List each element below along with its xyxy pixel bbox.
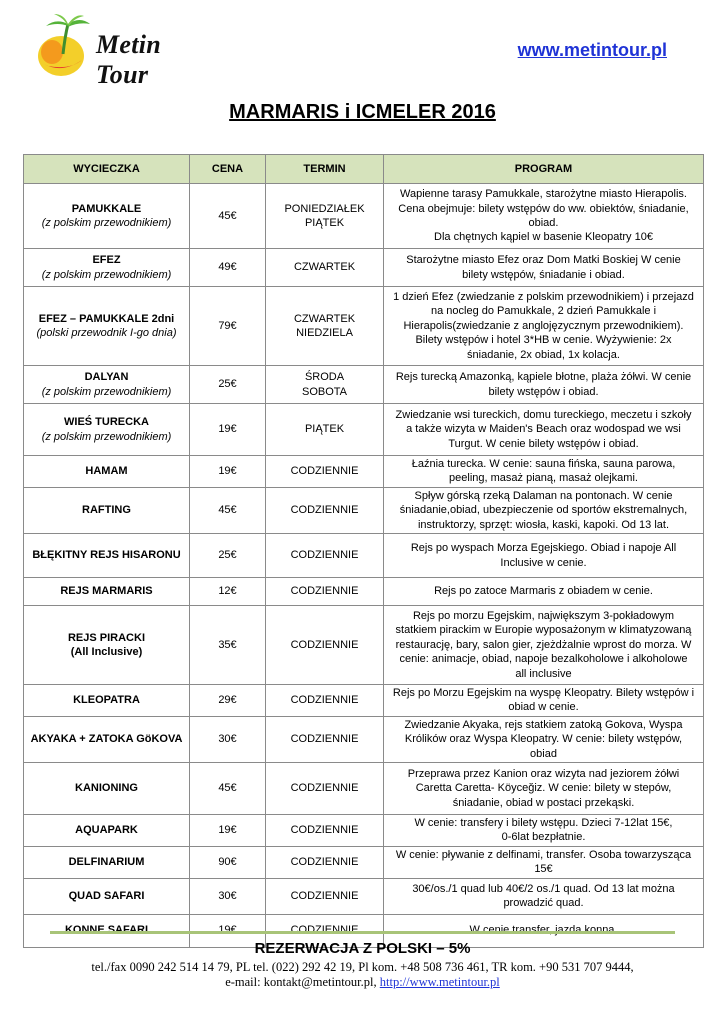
program-line: na nocleg do Pamukkale, 2 dzień Pamukkale i	[430, 305, 657, 318]
table-body	[24, 184, 704, 948]
excursion-name: DALYAN	[84, 371, 129, 384]
excursion-name: RAFTING	[82, 504, 131, 517]
program-line: instruktorzy, sprzęt: wiosła, kaski, kapoki. Od 13 lat.	[417, 518, 670, 531]
program-line: Spływ górską rzeką Dalaman na pontonach. W cenie	[414, 489, 673, 502]
excursion-cell	[24, 878, 190, 914]
price-cell: 12€	[190, 578, 266, 606]
program-cell	[384, 366, 704, 404]
program-line: all inclusive	[515, 667, 572, 680]
contact-phones: tel./fax 0090 242 514 14 79, PL tel. (022) 292 42 19, Pl kom. +48 508 736 461, TR kom. +90 531 707 9444,	[91, 960, 634, 974]
term-day: CODZIENNIE	[290, 504, 359, 517]
term-cell	[266, 578, 384, 606]
term-day: NIEDZIELA	[296, 327, 353, 339]
program-line: Inclusive w cenie.	[500, 556, 587, 569]
price-cell: 90€	[190, 846, 266, 878]
program-line: bilety wstępów i obiad.	[488, 385, 599, 398]
logo-wordmark: Metin Tour	[96, 30, 162, 89]
excursion-cell	[24, 287, 190, 366]
program-line: prowadzić quad.	[503, 897, 584, 910]
program-cell	[384, 184, 704, 249]
excursion-note: (z polskim przewodnikiem)	[41, 385, 172, 398]
excursion-note: (z polskim przewodnikiem)	[41, 430, 172, 443]
column-header-term: TERMIN	[266, 155, 384, 184]
program-line: Hierapolis(zwiedzanie z anglojęzycznym przewodnikiem).	[403, 319, 684, 332]
program-line: restaurację, bary, salon gier, zjeżdżalnie wprost do morza. W	[395, 638, 692, 651]
program-cell	[384, 846, 704, 878]
term-day: CODZIENNIE	[290, 638, 359, 651]
program-line: Starożytne miasto Efez oraz Dom Matki Boskiej W cenie	[406, 254, 681, 267]
program-line: Rejs po zatoce Marmaris z obiadem w cenie.	[434, 585, 653, 598]
program-line: bilety wstępów, śniadanie i obiad.	[462, 268, 625, 281]
contact-email: e-mail: kontakt@metintour.pl,	[225, 975, 380, 989]
program-cell	[384, 878, 704, 914]
program-line: Rejs po Morzu Egejskim na wyspę Kleopatry. Bilety wstępów i	[392, 687, 695, 700]
term-day: CZWARTEK	[293, 312, 356, 325]
term-cell	[266, 878, 384, 914]
term-day: CODZIENNIE	[290, 549, 359, 562]
program-line: W cenie: pływanie z delfinami, transfer. Osoba towarzysząca	[395, 848, 692, 861]
price-cell: 35€	[190, 606, 266, 685]
excursion-name: REJS PIRACKI	[67, 631, 146, 644]
table-row	[24, 846, 704, 878]
program-line: a także wizyta w Maiden's Beach oraz wodospad we wsi	[406, 423, 681, 436]
column-header-excursion: WYCIECZKA	[24, 155, 190, 184]
price-cell: 45€	[190, 184, 266, 249]
table-row	[24, 184, 704, 249]
term-cell	[266, 249, 384, 287]
program-line: śniadanie,obiad, ubezpieczenie od sportów ekstremalnych,	[399, 504, 688, 517]
program-line: śniadanie, 2x obiad, 1x kolacja.	[467, 348, 620, 361]
page-title: MARMARIS i ICMELER 2016	[229, 101, 496, 123]
term-day: CODZIENNIE	[290, 694, 359, 707]
excursion-cell	[24, 184, 190, 249]
price-cell: 25€	[190, 366, 266, 404]
program-line: obiad	[530, 747, 557, 760]
program-line: Łaźnia turecka. W cenie: sauna fińska, sauna parowa,	[411, 458, 676, 470]
program-line: 1 dzień Efez (zwiedzanie z polskim przewodnikiem) i przejazd	[393, 290, 694, 303]
excursion-name: EFEZ – PAMUKKALE 2dni	[38, 312, 175, 325]
term-day: CODZIENNIE	[290, 824, 359, 837]
program-line: Wapienne tarasy Pamukkale, starożytne miasto Hierapolis.	[400, 188, 687, 201]
program-line: Dla chętnych kąpiel w basenie Kleopatry 10€	[434, 231, 653, 244]
price-cell: 30€	[190, 878, 266, 914]
program-line: cenie: animacje, obiad, napoje bezalkoholowe i alkoholowe	[399, 653, 688, 666]
table-row	[24, 578, 704, 606]
program-line: Cena obejmuje: bilety wstępów do ww. obiektów, śniadanie,	[398, 202, 689, 215]
program-cell	[384, 763, 704, 815]
table-row	[24, 815, 704, 847]
term-cell	[266, 534, 384, 578]
table-row	[24, 366, 704, 404]
table-row	[24, 404, 704, 456]
excursion-cell	[24, 487, 190, 533]
column-header-program: PROGRAM	[384, 155, 704, 184]
price-cell: 19€	[190, 404, 266, 456]
excursion-name: HAMAM	[85, 465, 128, 478]
table-row	[24, 249, 704, 287]
table-row	[24, 287, 704, 366]
term-day: CODZIENNIE	[290, 782, 359, 795]
table-row	[24, 487, 704, 533]
excursion-cell	[24, 366, 190, 404]
reservation-discount: REZERWACJA Z POLSKI – 5%	[254, 940, 471, 957]
price-cell: 19€	[190, 456, 266, 488]
term-cell	[266, 716, 384, 762]
program-line: Zwiedzanie wsi tureckich, domu tureckiego, meczetu i szkoły	[395, 408, 692, 421]
term-cell	[266, 366, 384, 404]
table-row	[24, 456, 704, 488]
term-day: PIĄTEK	[304, 217, 345, 229]
excursion-cell	[24, 404, 190, 456]
program-cell	[384, 287, 704, 366]
program-cell	[384, 487, 704, 533]
term-day: CODZIENNIE	[290, 856, 359, 869]
term-day: CZWARTEK	[293, 261, 356, 274]
excursion-name: EFEZ	[92, 254, 121, 267]
column-header-price: CENA	[190, 155, 266, 184]
price-cell: 49€	[190, 249, 266, 287]
term-day: CODZIENNIE	[290, 889, 359, 902]
term-cell	[266, 487, 384, 533]
excursion-cell	[24, 606, 190, 685]
table-row	[24, 763, 704, 815]
term-cell	[266, 287, 384, 366]
program-line: Rejs po wyspach Morza Egejskiego. Obiad i napoje All	[410, 542, 677, 555]
price-cell: 29€	[190, 685, 266, 717]
price-cell: 45€	[190, 487, 266, 533]
excursion-cell	[24, 249, 190, 287]
excursion-cell	[24, 534, 190, 578]
term-cell	[266, 456, 384, 488]
price-cell: 25€	[190, 534, 266, 578]
table-row	[24, 534, 704, 578]
program-line: 0-6lat bezpłatnie.	[501, 831, 586, 844]
program-cell	[384, 716, 704, 762]
program-line: Przeprawa przez Kanion oraz wizyta nad jeziorem żółwi	[407, 767, 680, 780]
contact-website-link[interactable]: http://www.metintour.pl	[379, 975, 500, 989]
program-line: obiad w cenie.	[508, 701, 579, 714]
excursion-name: AKYAKA + ZATOKA GöKOVA	[30, 733, 183, 746]
price-cell: 30€	[190, 716, 266, 762]
website-link[interactable]: www.metintour.pl	[517, 40, 667, 60]
term-day: CODZIENNIE	[290, 465, 359, 478]
table-row	[24, 716, 704, 762]
program-cell	[384, 249, 704, 287]
term-day: CODZIENNIE	[290, 585, 359, 598]
term-cell	[266, 815, 384, 847]
excursion-cell	[24, 815, 190, 847]
contact-email-line	[0, 975, 725, 990]
excursion-note: (z polskim przewodnikiem)	[41, 268, 172, 281]
program-cell	[384, 578, 704, 606]
program-cell	[384, 456, 704, 488]
price-cell: 19€	[190, 815, 266, 847]
excursion-note: (All Inclusive)	[70, 646, 143, 659]
program-line: W cenie: transfery i bilety wstępu. Dzieci 7-12lat 15€,	[414, 817, 673, 830]
program-line: Rejs po morzu Egejskim, największym 3-pokładowym	[412, 610, 675, 623]
excursion-cell	[24, 716, 190, 762]
footer-divider	[50, 931, 675, 934]
table-row	[24, 685, 704, 717]
logo-emblem	[34, 14, 96, 80]
program-line: Turgut. W cenie bilety wstępów i obiad.	[448, 437, 639, 450]
term-day: ŚRODA	[304, 371, 345, 384]
excursion-cell	[24, 578, 190, 606]
program-line: statkiem pirackim w Europie wyposażonym w klimatyzowaną	[395, 624, 692, 637]
term-cell	[266, 184, 384, 249]
excursion-cell	[24, 456, 190, 488]
term-day: PIĄTEK	[304, 423, 345, 436]
term-cell	[266, 763, 384, 815]
term-cell	[266, 685, 384, 717]
excursion-name: QUAD SAFARI	[68, 889, 145, 902]
table-header-row	[24, 155, 704, 184]
excursion-name: KLEOPATRA	[73, 694, 140, 707]
program-cell	[384, 815, 704, 847]
program-cell	[384, 404, 704, 456]
program-line: obiad.	[528, 217, 559, 229]
term-cell	[266, 606, 384, 685]
excursion-name: KANIONING	[75, 782, 138, 795]
term-cell	[266, 846, 384, 878]
program-line: Zwiedzanie Akyaka, rejs statkiem zatoką Gokova, Wyspa	[404, 718, 683, 731]
excursion-name: AQUAPARK	[75, 824, 138, 837]
program-line: peeling, masaż pianą, masaż olejkami.	[449, 472, 638, 485]
excursion-name: DELFINARIUM	[68, 856, 145, 869]
contact-info	[0, 960, 725, 990]
program-cell	[384, 606, 704, 685]
company-logo	[34, 14, 214, 89]
price-cell: 79€	[190, 287, 266, 366]
term-cell	[266, 404, 384, 456]
program-line: Bilety wstępów i hotel 3*HB w cenie. Wyżywienie: 2x	[415, 334, 672, 347]
term-day: SOBOTA	[301, 385, 348, 398]
excursion-cell	[24, 846, 190, 878]
program-line: 15€	[534, 863, 553, 876]
term-day: CODZIENNIE	[290, 733, 359, 746]
program-cell	[384, 534, 704, 578]
excursion-note: (polski przewodnik I-go dnia)	[36, 327, 177, 339]
term-day: PONIEDZIAŁEK	[284, 202, 365, 215]
table-row	[24, 606, 704, 685]
excursion-cell	[24, 685, 190, 717]
excursion-name: BŁĘKITNY REJS HISARONU	[32, 549, 181, 562]
price-cell: 45€	[190, 763, 266, 815]
program-line: Królików oraz Wyspa Kleopatry. W cenie: bilety wstępów,	[404, 733, 683, 746]
program-line: śniadanie, obiad w postaci przekąski.	[452, 796, 635, 809]
excursion-name: PAMUKKALE	[71, 202, 142, 215]
excursions-table	[23, 154, 704, 948]
excursion-name: WIEŚ TURECKA	[64, 416, 149, 429]
excursion-name: REJS MARMARIS	[60, 585, 153, 598]
program-line: Caretta Caretta- Köyceğiz. W cenie: bilety w stepów,	[415, 782, 672, 795]
excursion-cell	[24, 763, 190, 815]
program-line: Rejs turecką Amazonką, kąpiele błotne, plaża żółwi. W cenie	[395, 371, 692, 384]
table-row	[24, 878, 704, 914]
excursion-note: (z polskim przewodnikiem)	[41, 217, 172, 229]
program-line: 30€/os./1 quad lub 40€/2 os./1 quad. Od 13 lat można	[412, 882, 675, 895]
program-cell	[384, 685, 704, 717]
